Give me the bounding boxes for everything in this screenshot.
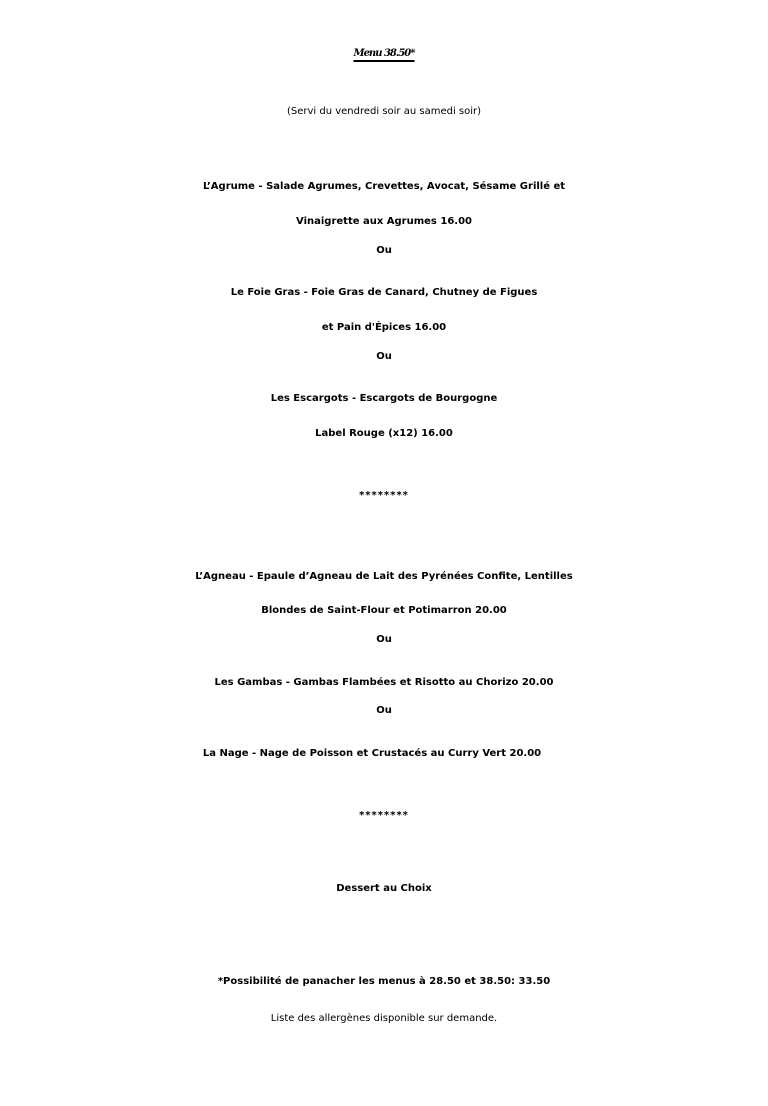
section-separator: ******** — [359, 810, 409, 821]
starter-1-line-1: L’Agrume - Salade Agrumes, Crevettes, Avocat, Sésame Grillé et — [202, 181, 566, 192]
menu-subtitle: (Servi du vendredi soir au samedi soir) — [286, 106, 482, 117]
starter-3-line-2: Label Rouge (x12) 16.00 — [315, 428, 453, 439]
dessert-label: Dessert au Choix — [336, 883, 432, 894]
main-2-line-1: Les Gambas - Gambas Flambées et Risotto au Chorizo 20.00 — [214, 677, 554, 688]
main-1-line-2: Blondes de Saint-Flour et Potimarron 20.00 — [261, 605, 507, 616]
or-label: Ou — [376, 245, 392, 256]
main-3-line-1: La Nage - Nage de Poisson et Crustacés au Curry Vert 20.00 — [202, 748, 542, 759]
menu-title: Menu 38.50* — [353, 48, 415, 59]
section-separator: ******** — [359, 490, 409, 501]
starter-3-line-1: Les Escargots - Escargots de Bourgogne — [270, 393, 498, 404]
or-label: Ou — [376, 634, 392, 645]
starter-2-line-2: et Pain d'Épices 16.00 — [321, 322, 447, 333]
footnote: *Possibilité de panacher les menus à 28.50 et 38.50: 33.50 — [217, 976, 551, 987]
starter-1-line-2: Vinaigrette aux Agrumes 16.00 — [296, 216, 472, 227]
or-label: Ou — [376, 351, 392, 362]
starter-2-line-1: Le Foie Gras - Foie Gras de Canard, Chutney de Figues — [230, 287, 538, 298]
main-1-line-1: L’Agneau - Epaule d’Agneau de Lait des Pyrénées Confite, Lentilles — [195, 571, 573, 582]
or-label: Ou — [376, 705, 392, 716]
allergen-notice: Liste des allergènes disponible sur demande. — [270, 1013, 498, 1024]
